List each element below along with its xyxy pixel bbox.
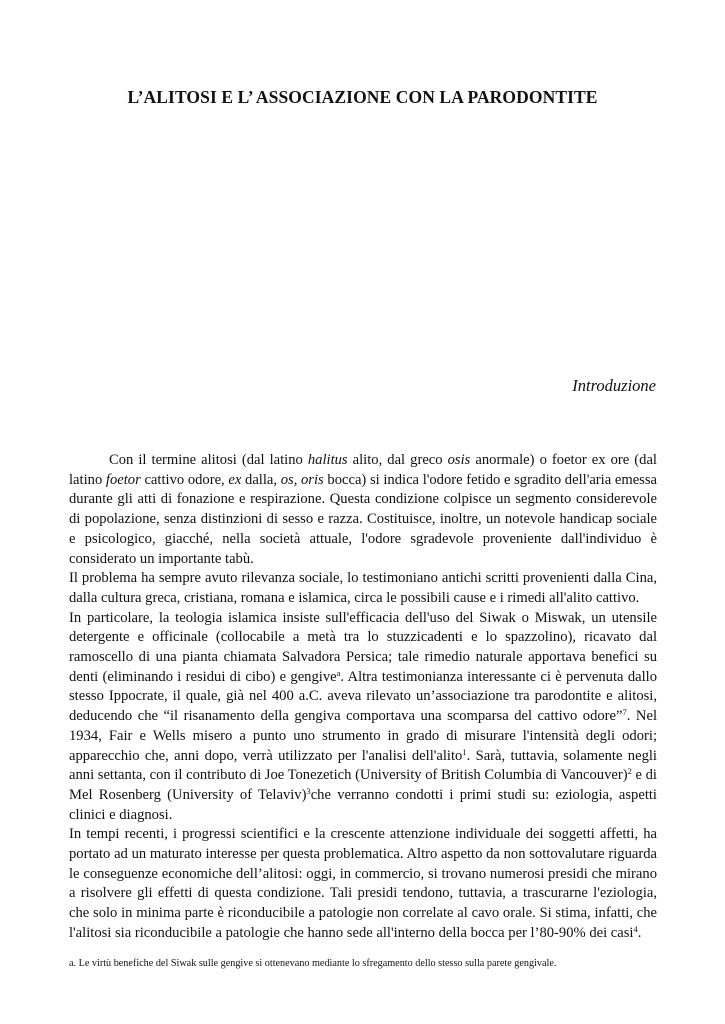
- body-text: [69, 451, 657, 944]
- italic-term: foetor: [105, 471, 141, 488]
- paragraph-3: [69, 609, 657, 826]
- citation-marker: 4: [633, 923, 638, 934]
- text-run: In tempi recenti, i progressi scientifici e la crescente attenzione individuale dei soggetti affetti, ha portato ad un maturato interesse per questa problematica. Altro aspetto da non sottovalutare riguarda le conseguenze economiche dell’alitosi: oggi, in commercio, si trovano numerosi presidi che mirano a risolvere gli effetti di questa condizione. Tali presidi tendono, tuttavia, a trascurarne l'eziologia, che solo in minima parte è riconducibile a patologie non correlate al cavo orale. Si stima, infatti, che l'alitosi sia riconducibile a patologie che hanno sede all'interno della bocca per l’80-90% dei casi: [69, 826, 657, 941]
- citation-marker: 2: [627, 766, 632, 777]
- italic-term: os, oris: [280, 471, 324, 488]
- citation-marker: 3: [306, 785, 311, 796]
- section-heading-introduzione: Introduzione: [572, 376, 656, 395]
- text-run: bocca) si indica l'odore fetido e sgradito dell'aria emessa durante gli atti di fonazione e respirazione. Questa condizione colpisce un segmento considerevole di popolazione, senza distinzioni di sesso e razza. Costituisce, inoltre, un notevole handicap sociale e psicologico, giacché, nella società attuale, l'odore sgradevole proveniente dall'individuo è considerato un importante tabù.: [69, 471, 658, 567]
- paragraph-4: [69, 825, 657, 943]
- footnote: a. Le virtù benefiche del Siwak sulle gengive si ottenevano mediante lo sfregamento dello stesso sulla parete gengivale.: [69, 958, 557, 969]
- paragraph-2: Il problema ha sempre avuto rilevanza sociale, lo testimoniano antichi scritti provenienti dalla Cina, dalla cultura greca, cristiana, romana e islamica, circa le possibili cause e i rimedi all'alito cattivo.: [69, 570, 657, 606]
- text-run: . Nel 1934, Fair e Wells misero a punto uno strumento in grado di misurare l'intensità degli odori; apparecchio che, anni dopo, verrà utilizzato per l'analisi dell'alito: [69, 708, 657, 764]
- text-run: e di Mel Rosenberg (University of Telaviv): [69, 767, 657, 803]
- italic-term: ex: [228, 471, 242, 488]
- text-run: In particolare, la teologia islamica insiste sull'efficacia dell'uso del Siwak o Miswak, un utensile detergente e officinale (collocabile a metà tra lo stuzzicadenti e lo spazzolino), ricavato dal ramoscello di una pianta chiamata Salvadora Persica; tale rimedio naturale apportava benefici su denti (eliminando i residui di cibo) e gengive: [69, 609, 657, 685]
- citation-marker: 1: [462, 746, 467, 757]
- text-run: che verranno condotti i primi studi su: eziologia, aspetti clinici e diagnosi.: [69, 786, 657, 823]
- text-run: . Sarà, tuttavia, solamente negli anni settanta, con il contributo di Joe Tonezetich (University of British Columbia di Vancouver): [69, 747, 657, 784]
- text-run: .: [637, 924, 642, 941]
- text-run: dalla,: [241, 471, 281, 488]
- document-title: L’ALITOSI E L’ ASSOCIAZIONE CON LA PARODONTITE: [127, 87, 598, 107]
- text-run: alito, dal greco: [347, 452, 448, 468]
- italic-term: halitus: [307, 452, 348, 468]
- text-run: . Altra testimonianza interessante ci è pervenuta dallo stesso Ippocrate, il quale, già nel 400 a.C. aveva rilevato un’associazione tra parodontite e alitosi, deducendo che “il risanamento della gengiva comportava una scomparsa del cattivo odore”: [69, 668, 657, 725]
- text-run: cattivo odore,: [140, 471, 229, 488]
- paragraph-1: [69, 451, 657, 569]
- text-run: Con il termine alitosi (dal latino: [109, 452, 308, 468]
- text-run: anormale) o foetor ex ore (dal latino: [69, 452, 657, 488]
- footnote-marker: a: [336, 667, 341, 678]
- citation-marker: 7: [622, 707, 627, 718]
- italic-term: osis: [447, 452, 471, 468]
